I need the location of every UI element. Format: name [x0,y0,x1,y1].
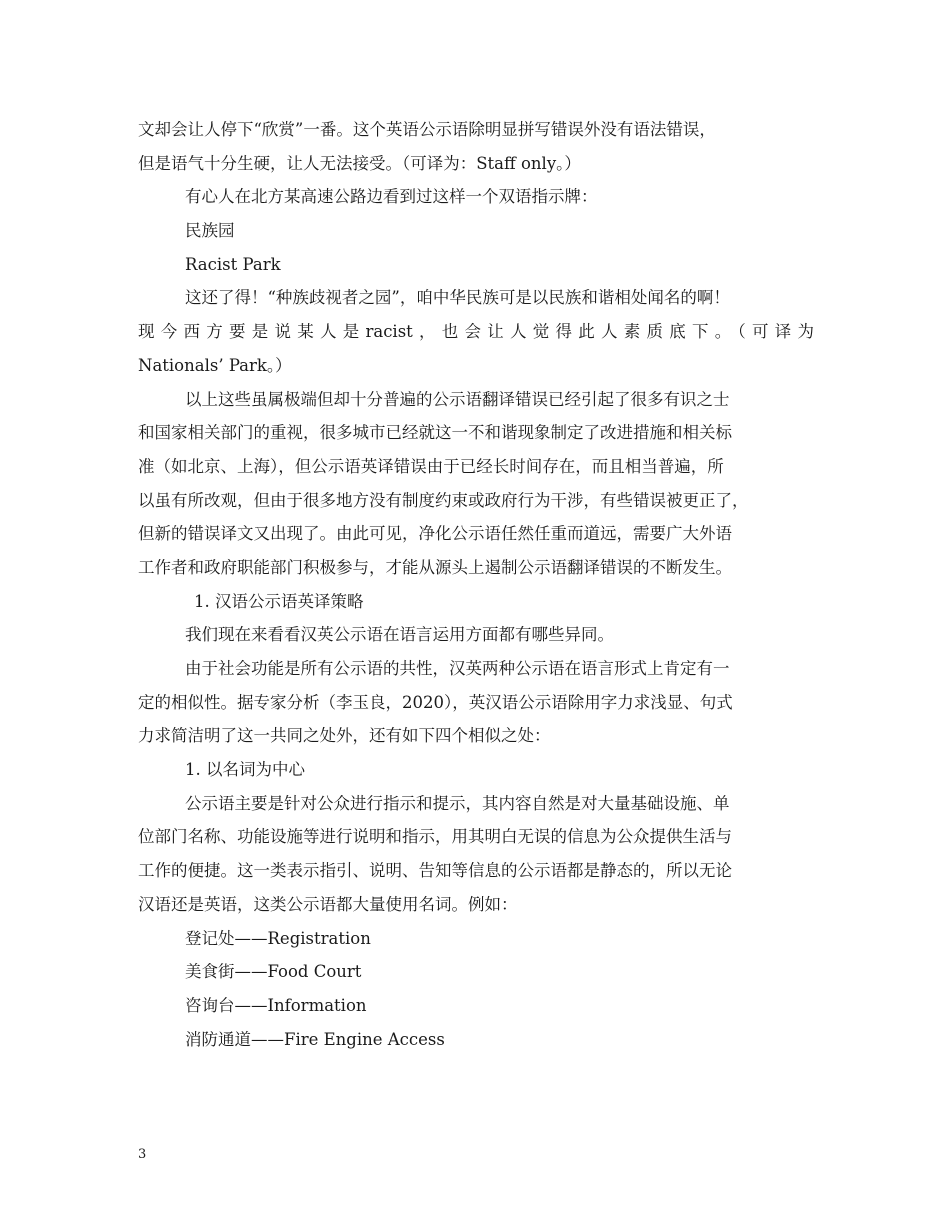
text-line: 由于社会功能是所有公示语的共性，汉英两种公示语在语言形式上肯定有一 [185,659,730,678]
example-item: 咨询台——Information [185,995,367,1015]
text-line: 现今西方要是说某人是racist，也会让人觉得此人素质底下。（可译为 [138,322,814,342]
sign-chinese: 民族园 [185,221,235,241]
text-line: 但是语气十分生硬，让人无法接受。（可译为：Staff only。） [138,153,581,173]
section-heading: 1. 汉语公示语英译策略 [194,591,364,611]
text-line: Nationals’ Park。） [138,355,292,375]
page-number: 3 [138,1147,147,1162]
text-line: 工作者和政府职能部门积极参与，才能从源头上遏制公示语翻译错误的不断发生。 [138,557,732,577]
subsection-heading: 1. 以名词为中心 [185,760,305,780]
text-line: 准（如北京、上海），但公示语英译错误由于已经长时间存在，而且相当普遍，所 [138,456,724,476]
text-line: 这还了得！“种族歧视者之园”，咱中华民族可是以民族和谐相处闻名的啊！ [185,288,730,308]
text-line: 以上这些虽属极端但却十分普遍的公示语翻译错误已经引起了很多有识之士 [185,389,730,409]
text-line: 我们现在来看看汉英公示语在语言运用方面都有哪些异同。 [185,625,614,645]
sign-english: Racist Park [185,254,281,274]
text-line: 工作的便捷。这一类表示指引、说明、告知等信息的公示语都是静态的，所以无论 [138,861,732,881]
example-item: 登记处——Registration [185,928,371,948]
text-line: 但新的错误译文又出现了。由此可见，净化公示语任然任重而道远，需要广大外语 [138,524,732,544]
text-line: 汉语还是英语，这类公示语都大量使用名词。例如： [138,894,518,914]
example-item: 美食街——Food Court [185,962,362,982]
text-line: 定的相似性。据专家分析（李玉良，2020），英汉语公示语除用字力求浅显、句式 [138,692,733,712]
text-line: 力求简洁明了这一共同之处外，还有如下四个相似之处： [138,726,551,746]
text-line: 公示语主要是针对公众进行指示和提示，其内容自然是对大量基础设施、单 [185,793,730,813]
text-line: 和国家相关部门的重视，很多城市已经就这一不和谐现象制定了改进措施和相关标 [138,423,732,443]
text-line: 有心人在北方某高速公路边看到过这样一个双语指示牌： [185,187,598,207]
text-line: 以虽有所改观，但由于很多地方没有制度约束或政府行为干涉，有些错误被更正了， [138,490,749,510]
text-line: 位部门名称、功能设施等进行说明和指示，用其明白无误的信息为公众提供生活与 [138,827,732,847]
text-line: 文却会让人停下“欣赏”一番。这个英语公示语除明显拼写错误外没有语法错误， [138,120,716,139]
example-item: 消防通道——Fire Engine Access [185,1029,445,1049]
document-body [138,113,814,1056]
